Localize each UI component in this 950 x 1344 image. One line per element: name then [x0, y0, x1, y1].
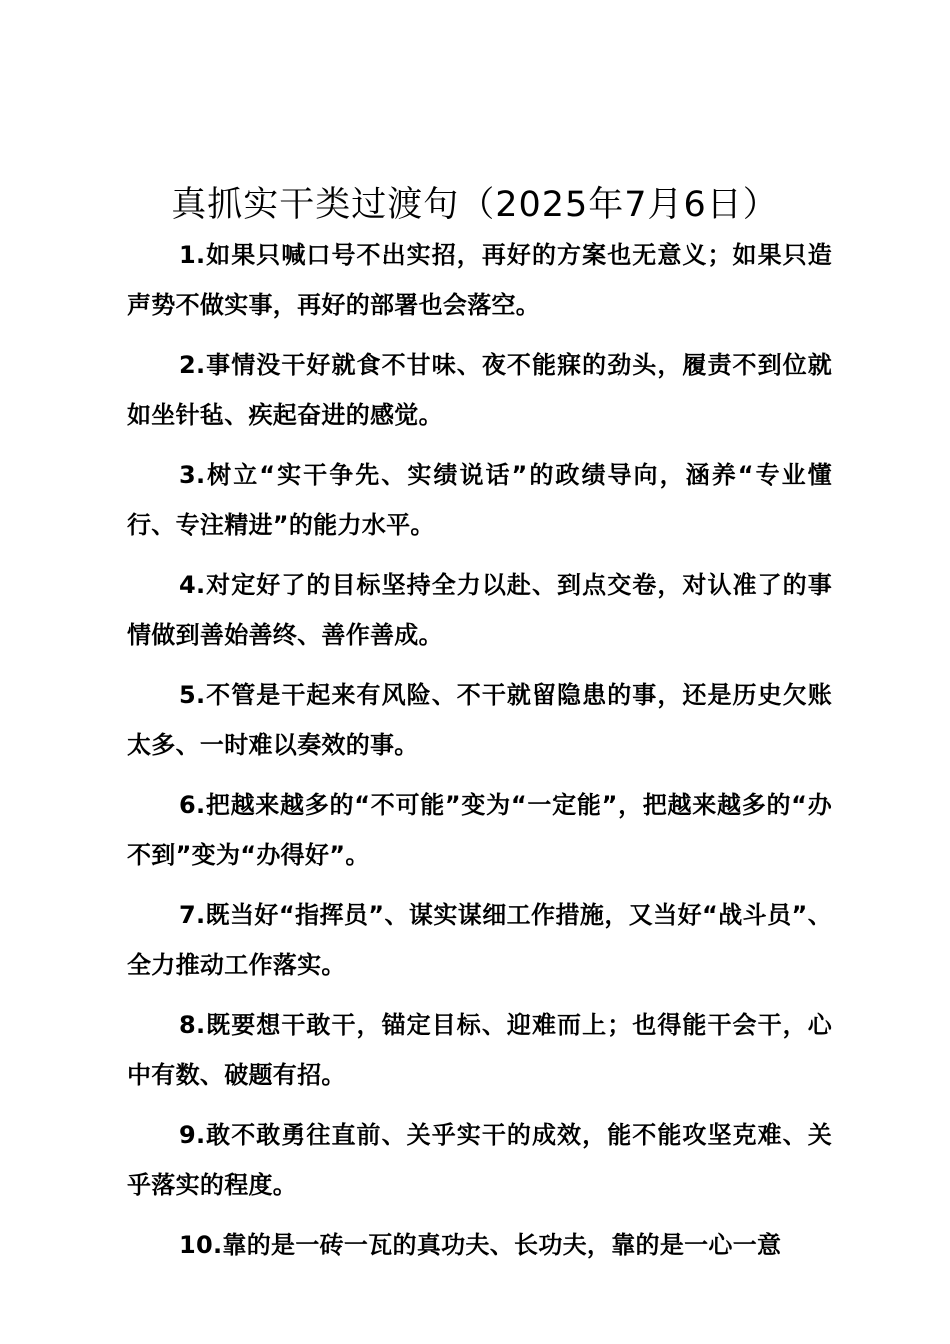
list-item: 7.既当好“指挥员”、谋实谋细工作措施，又当好“战斗员”、全力推动工作落实。: [127, 901, 832, 979]
document-title: 真抓实干类过渡句（2025年7月6日）: [171, 185, 779, 225]
item-list: [127, 230, 832, 1270]
list-item: 5.不管是干起来有风险、不干就留隐患的事，还是历史欠账太多、一时难以奏效的事。: [127, 681, 832, 759]
list-item: 1.如果只喊口号不出实招，再好的方案也无意义；如果只造声势不做实事，再好的部署也会落空。: [127, 241, 832, 319]
list-item: 3.树立“实干争先、实绩说话”的政绩导向，涵养“专业懂行、专注精进”的能力水平。: [127, 461, 832, 539]
list-item: 8.既要想干敢干，锚定目标、迎难而上；也得能干会干，心中有数、破题有招。: [127, 1011, 832, 1089]
list-item: 10.靠的是一砖一瓦的真功夫、长功夫，靠的是一心一意: [179, 1231, 782, 1259]
list-item: 6.把越来越多的“不可能”变为“一定能”，把越来越多的“办不到”变为“办得好”。: [127, 791, 832, 869]
list-item: 2.事情没干好就食不甘味、夜不能寐的劲头，履责不到位就如坐针毡、疾起奋进的感觉。: [127, 351, 832, 429]
list-item: 4.对定好了的目标坚持全力以赴、到点交卷，对认准了的事情做到善始善终、善作善成。: [127, 571, 832, 649]
list-item: 9.敢不敢勇往直前、关乎实干的成效，能不能攻坚克难、关乎落实的程度。: [127, 1121, 832, 1199]
